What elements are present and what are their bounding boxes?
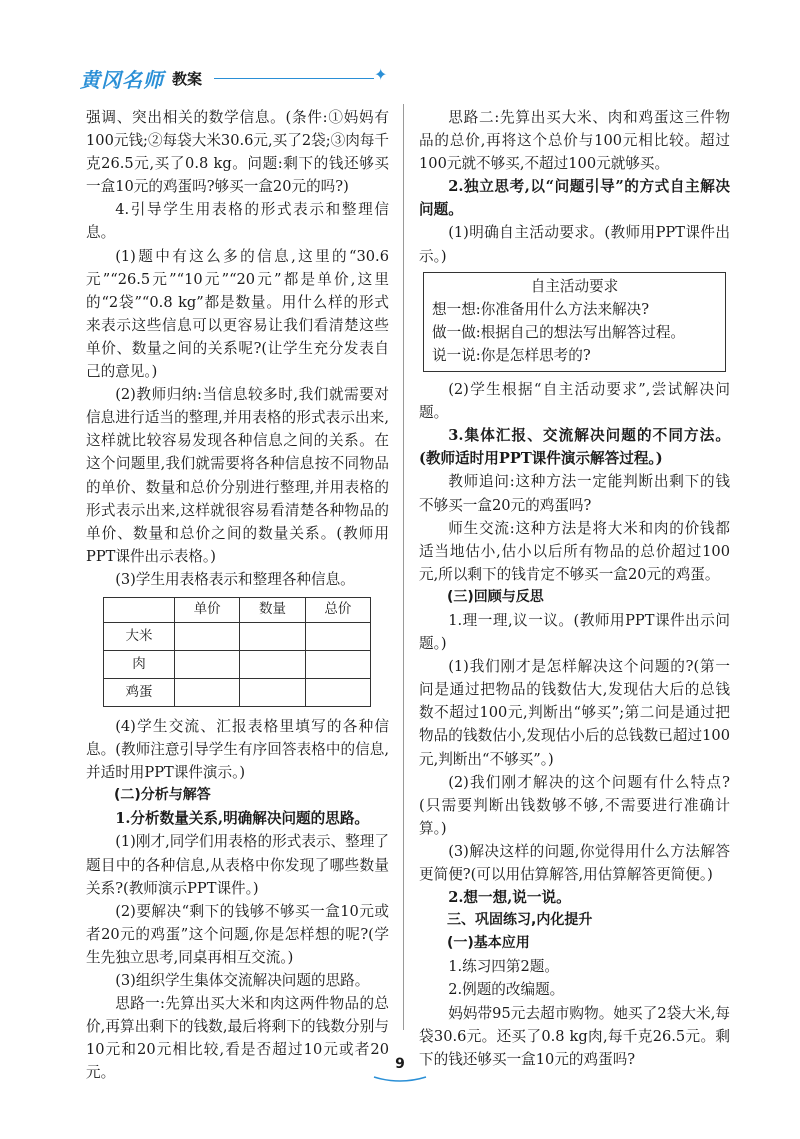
section-heading: (二)分析与解答 <box>114 787 211 804</box>
table-cell <box>240 678 305 706</box>
paragraph: (1)刚才,同学们用表格的形式表示、整理了题目中的各种信息,从表格中你发现了哪些数量关系?(教师演示PPT课件。) <box>86 833 389 897</box>
step-heading: 2.想一想,说一说。 <box>448 889 571 907</box>
header-rule <box>214 78 374 79</box>
table-header-row <box>104 597 371 622</box>
table-header: 单价 <box>175 597 240 622</box>
paragraph: 强调、突出相关的数学信息。(条件:①妈妈有100元钱;②每袋大米30.6元,买了2袋;③肉每千克26.5元,买了0.8 kg。问题:剩下的钱还够买一盒10元的鸡蛋吗?够买一盒20元的吗?) <box>86 109 390 196</box>
box-line: 说一说:你是怎样思考的? <box>432 346 591 364</box>
paragraph: 1.练习四第2题。 <box>448 958 559 976</box>
paragraph: (2)学生根据“自主活动要求”,尝试解决问题。 <box>419 381 730 422</box>
table-header: 数量 <box>240 597 305 622</box>
step-heading <box>86 198 389 244</box>
table-cell <box>175 650 240 678</box>
table-cell <box>175 622 240 650</box>
section-heading: 三、巩固练习,内化提升 <box>447 912 593 929</box>
box-line: 想一想:你准备用什么方法来解决? <box>432 300 650 318</box>
step-heading: 2.独立思考,以“问题引导”的方式自主解决问题。 <box>419 178 730 219</box>
paragraph: (1)题中有这么多的信息,这里的“30.6元”“26.5元”“10元”“20元”都是单价,这里的“2袋”“0.8 kg”都是数量。用什么样的形式来表示这些信息可以更容易让我们看清楚这些单价、数量之间的关系呢?(让学生充分发表自己的意见。) <box>86 247 389 381</box>
sparkle-icon: ✦ <box>374 65 388 84</box>
paragraph: (1)我们刚才是怎样解决这个问题的?(第一问是通过把物品的钱数估大,发现估大后的总钱数不超过100元,判断出“够买”;第二问是通过把物品的钱数估小,发现估小后的总钱数已超过100元,判断出“不够买”。) <box>419 658 730 768</box>
section-heading: (三)回顾与反思 <box>447 588 544 605</box>
table-cell <box>240 622 305 650</box>
table-row <box>104 678 371 706</box>
paragraph: (2)我们刚才解决的这个问题有什么特点?(只需要判断出钱数够不够,不需要进行准确计算。) <box>419 773 730 837</box>
page-header <box>80 64 410 98</box>
paragraph: (3)解决这样的问题,你觉得用什么方法解答更简便?(可以用估算解答,用估算解答更简便。) <box>419 842 730 883</box>
right-column <box>419 106 730 1071</box>
column-divider <box>403 104 404 1030</box>
table-row <box>104 650 371 678</box>
brand-subtitle: 教案 <box>172 70 203 88</box>
table-row <box>104 622 371 650</box>
activity-requirements-box <box>423 272 726 372</box>
box-line: 做一做:根据自己的想法写出解答过程。 <box>432 323 686 341</box>
step-heading: 1.分析数量关系,明确解决问题的思路。 <box>115 810 370 828</box>
table-cell <box>175 678 240 706</box>
table-row-label: 鸡蛋 <box>104 678 175 706</box>
box-title: 自主活动要求 <box>530 277 619 295</box>
brand-logo: 黄冈名师 <box>80 68 164 92</box>
paragraph: 教师追问:这种方法一定能判断出剩下的钱不够买一盒20元的鸡蛋吗? <box>419 473 730 514</box>
step-heading-text: 4.引导学生用表格的形式表示和整理信息。 <box>86 201 389 242</box>
left-column <box>86 106 389 1084</box>
paragraph: (4)学生交流、汇报表格里填写的各种信息。(教师注意引导学生有序回答表格中的信息,并适时用PPT课件演示。) <box>86 717 389 782</box>
table-cell <box>305 650 370 678</box>
table-cell <box>240 650 305 678</box>
paragraph: (3)组织学生集体交流解决问题的思路。 <box>115 972 370 989</box>
table-cell <box>305 622 370 650</box>
subsection-heading: (一)基本应用 <box>447 935 530 952</box>
paragraph: 思路一:先算出买大米和肉这两件物品的总价,再算出剩下的钱数,最后将剩下的钱数分别与10元和20元相比较,看是否超过10元或者20元。 <box>86 995 389 1082</box>
paragraph: 思路二:先算出买大米、肉和鸡蛋这三件物品的总价,再将这个总价与100元相比较。超过100元就不够买,不超过100元就够买。 <box>419 109 730 173</box>
paragraph: (2)教师归纳:当信息较多时,我们就需要对信息进行适当的整理,并用表格的形式表示出来,这样就比较容易发现各种信息之间的关系。在这个问题里,我们就需要将各种信息按不同物品的单价、数量和总价分别进行整理,并用表格的形式表示出来,这样就很容易看清楚各种物品的单价、数量和总价之间的数量关系。(教师用PPT课件出示表格。) <box>86 386 389 565</box>
paragraph: (1)明确自主活动要求。(教师用PPT课件出示。) <box>419 224 730 265</box>
table-corner-cell <box>104 597 175 622</box>
paragraph: (2)要解决“剩下的钱够不够买一盒10元或者20元的鸡蛋”这个问题,你是怎样想的呢?(学生先独立思考,同桌再相互交流。) <box>86 902 389 966</box>
table-row-label: 肉 <box>104 650 175 678</box>
table-row-label: 大米 <box>104 622 175 650</box>
page-number: 9 <box>395 1056 405 1072</box>
paragraph: 2.例题的改编题。 <box>448 981 565 999</box>
paragraph: 1.理一理,议一议。(教师用PPT课件出示问题。) <box>419 611 730 653</box>
info-table <box>103 597 371 707</box>
table-cell <box>305 678 370 706</box>
table-header: 总价 <box>305 597 370 622</box>
page-number-ornament <box>372 1075 428 1083</box>
step-heading <box>419 424 730 470</box>
paragraph: 妈妈带95元去超市购物。她买了2袋大米,每袋30.6元。还买了0.8 kg肉,每千克26.5元。剩下的钱还够买一盒10元的鸡蛋吗? <box>419 1004 730 1068</box>
paragraph: (3)学生用表格表示和整理各种信息。 <box>115 570 355 588</box>
paragraph: 师生交流:这种方法是将大米和肉的价钱都适当地估小,估小以后所有物品的总价超过100元,所以剩下的钱肯定不够买一盒20元的鸡蛋。 <box>419 519 730 583</box>
step-heading-text: 3.集体汇报、交流解决问题的不同方法。(教师适时用PPT课件演示解答过程。) <box>419 427 730 468</box>
